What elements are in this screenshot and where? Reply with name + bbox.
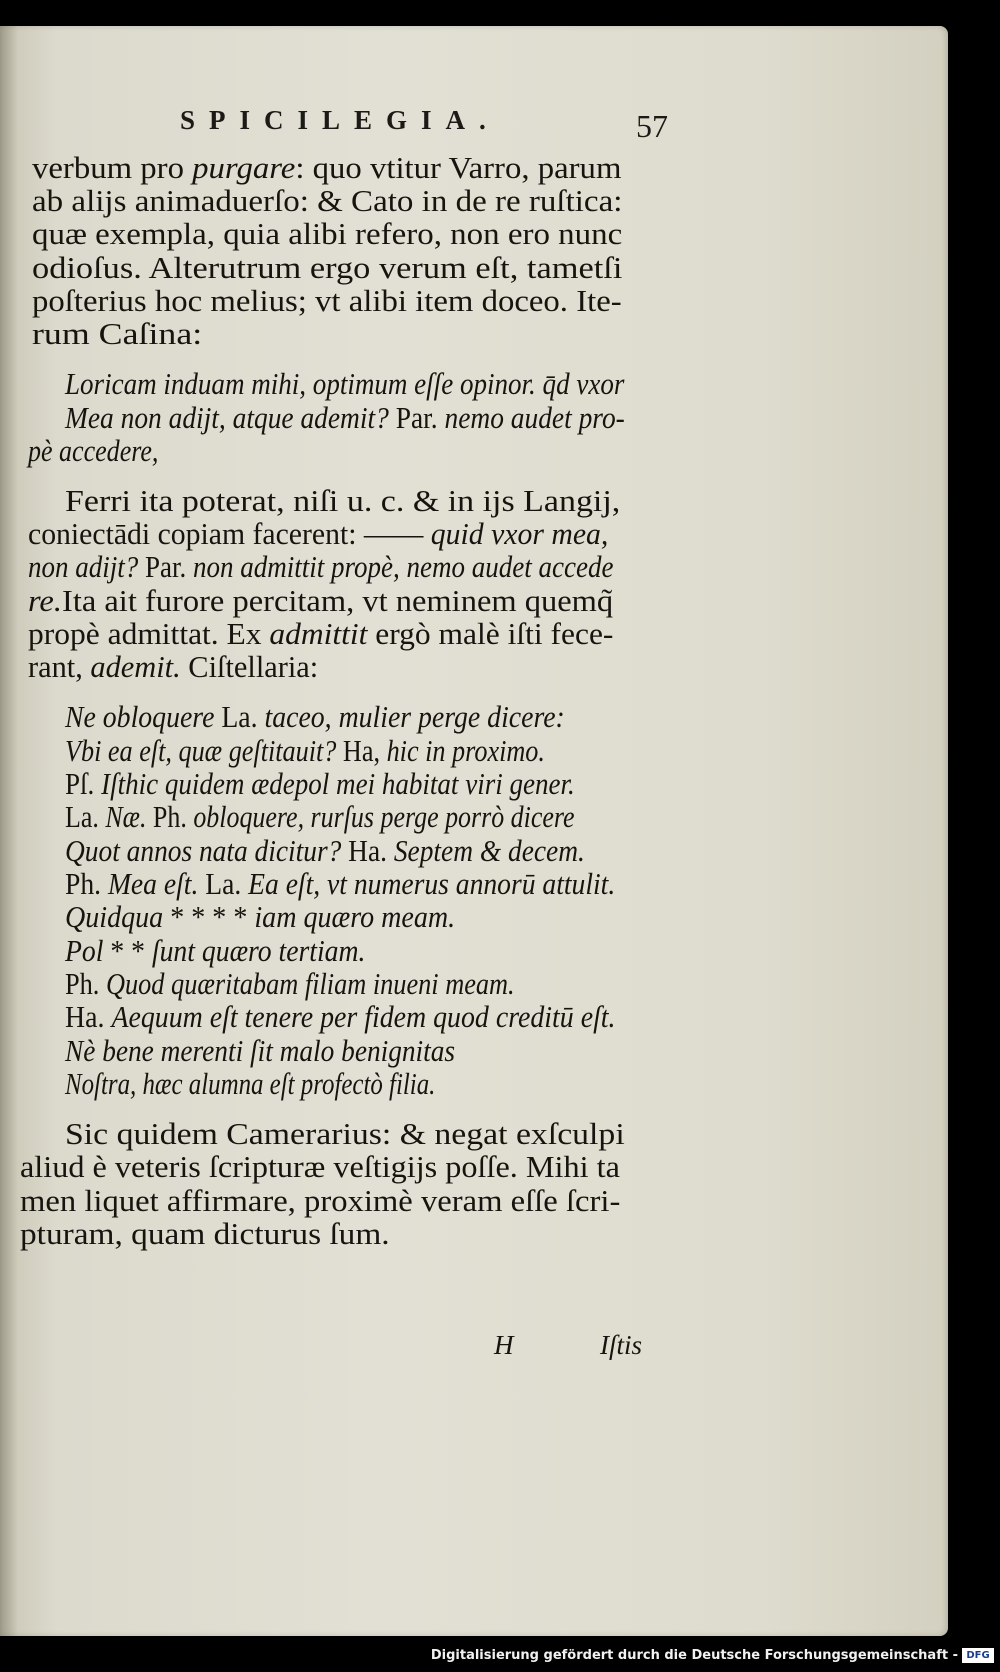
text-segment: pturam, quam dicturus ſum. [20,1216,390,1251]
text-line [32,250,622,286]
text-line [20,1216,390,1252]
text-segment: Aequum eſt tenere per fidem quod creditū eſt. [111,999,616,1034]
text-segment: ab alijs animaduerſo: & Cato in de re ruſtica: [32,183,623,218]
text-segment: hic in proximo. [386,733,545,768]
text-segment: Nè bene merenti ſit malo benignitas [65,1033,456,1068]
text-segment: non adijt? [28,549,146,584]
text-segment: Mea eſt. [107,866,206,901]
text-segment: ademit. [90,649,181,684]
page-gutter-shadow [0,26,18,1636]
text-segment: Ne obloquere [65,699,222,734]
text-line [65,1116,625,1152]
text-segment: admittit [269,616,368,651]
text-segment: Næ. [105,799,153,834]
text-segment: odioſus. Alterutrum ergo verum eſt, tametſi [32,250,623,285]
text-segment: Ita ait furore percitam, vt neminem quemq̃ [61,583,614,618]
text-segment: obloquere, rurſus perge porrò dicere [193,799,575,834]
text-segment: quid vxor mea, [430,516,609,551]
text-segment: verbum pro [32,150,193,185]
text-line [65,1066,435,1102]
text-line [28,516,608,552]
text-segment: Par. [145,549,194,584]
text-segment: La. [221,699,265,734]
text-line [32,283,622,319]
text-segment: re. [28,583,62,618]
text-segment: Iſthic quidem ædepol mei habitat viri gener. [101,766,575,801]
text-segment: men liquet affirmare, proximè veram eſſe ſcri- [20,1183,621,1218]
text-segment: coniectādi copiam facerent: —— [28,516,431,551]
catchword: Iſtis [600,1330,643,1360]
text-line [28,433,158,469]
text-segment: quæ exempla, quia alibi refero, non ero nunc [32,216,623,251]
text-segment: La. [65,799,106,834]
text-segment: Ha. [65,999,112,1034]
text-segment: poſterius hoc melius; vt alibi item doceo. Ite- [32,283,622,318]
text-line [28,616,613,652]
text-segment: Quod quæritabam filiam inueni meam. [105,966,515,1001]
text-segment: Loricam induam mihi, optimum eſſe opinor. q̄d vxor [65,366,625,401]
text-segment: * * * * [170,899,255,934]
text-line [32,316,202,352]
text-segment: Ph. [152,799,194,834]
text-line [28,649,318,685]
footer-credit: Digitalisierung gefördert durch die Deutsche Forschungsgemeinschaft - [430,1648,958,1663]
text-line [65,400,625,436]
text-line [65,966,515,1002]
text-segment: Pol [65,933,111,968]
text-segment: taceo, mulier perge dicere: [264,699,565,734]
text-line [65,366,624,402]
text-segment: rum Caſina: [32,316,203,351]
text-segment: Par. [395,400,445,435]
text-line [65,733,545,769]
text-line [32,150,621,186]
text-segment: Ha, [342,733,387,768]
text-segment: Ph. [65,966,106,1001]
text-segment: purgare [192,150,296,185]
text-segment: Noſtra, hæc alumna eſt profectò filia. [65,1066,436,1101]
text-line [65,1033,455,1069]
text-segment: non admittit propè, nemo audet accede [193,549,614,584]
text-segment: Ph. [65,866,108,901]
text-segment: Vbi ea eſt, quæ geſtitauit? [65,733,343,768]
running-head: SPICILEGIA. [180,105,500,135]
signature-mark: H [494,1330,514,1360]
text-segment: rant, [28,649,91,684]
text-segment: aliud è veteris ſcripturæ veſtigijs poſſe. Mihi ta [20,1149,620,1184]
text-segment: Ciſtellaria: [180,649,319,684]
text-segment: ſunt quæro tertiam. [151,933,366,968]
text-segment: La. [205,866,249,901]
text-segment: iam quæro meam. [254,899,456,934]
text-line [65,766,575,802]
text-line [28,583,613,619]
text-segment: Quidqua [65,899,171,934]
text-line [32,216,622,252]
text-segment: Mea non adijt, atque ademit? [65,400,396,435]
text-line [65,833,585,869]
text-line [65,699,565,735]
text-segment: Sic quidem Camerarius: & negat exſculpi [65,1116,625,1151]
text-line [65,866,615,902]
text-segment: propè admittat. Ex [28,616,270,651]
text-line [20,1183,620,1219]
text-line [65,999,616,1035]
text-segment: nemo audet pro- [444,400,625,435]
text-line [65,799,575,835]
text-segment: ergò malè iſti fece- [367,616,614,651]
text-segment: Ha. [348,833,394,868]
text-segment: pè accedere, [28,433,159,468]
text-line [28,549,613,585]
text-line [65,899,455,935]
text-segment: Pſ. [65,766,102,801]
dfg-logo: DFG [962,1648,994,1663]
text-segment: * * [110,933,152,968]
text-line [32,183,622,219]
text-segment: Septem & decem. [393,833,585,868]
text-segment: : quo vtitur Varro, parum [295,150,622,185]
text-line [65,483,620,519]
text-line [65,933,365,969]
text-line [20,1149,620,1185]
text-segment: Ea eſt, vt numerus annorū attulit. [248,866,616,901]
page-number: 57 [636,108,668,144]
digitization-footer [0,1636,1000,1672]
text-segment: Quot annos nata dicitur? [65,833,349,868]
text-segment: Ferri ita poterat, niſi u. c. & in ijs Langij, [65,483,621,518]
